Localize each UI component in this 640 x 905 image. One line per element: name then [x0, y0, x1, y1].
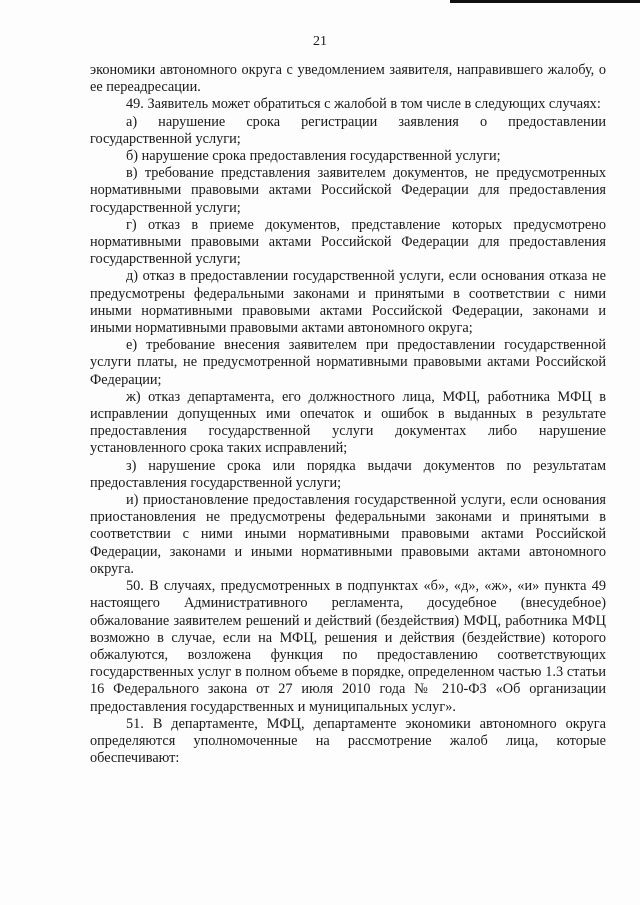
scan-edge-mark	[450, 0, 640, 3]
list-item-b: б) нарушение срока предоставления государственной услуги;	[126, 148, 501, 165]
list-item-d: д) отказ в предоставлении государственной услуги, если основания отказа не предусмотрены федеральными законами и принятыми в соответствии с ними иными нормативными правовыми актами Российской Федерации, законами и иными нормативными правовыми актами автономного округа;	[90, 268, 606, 337]
paragraph-continuation: экономики автономного округа с уведомлением заявителя, направившего жалобу, о ее переадресации.	[90, 62, 606, 96]
page-number: 21	[313, 34, 327, 49]
list-item-zh: ж) отказ департамента, его должностного лица, МФЦ, работника МФЦ в исправлении допущенных ими опечаток и ошибок в выданных в результате предоставления государственной услуги документах либо нарушение установленного срока таких исправлений;	[90, 388, 606, 457]
list-item-e: е) требование внесения заявителем при предоставлении государственной услуги платы, не предусмотренной нормативными правовыми актами Российской Федерации;	[90, 337, 606, 388]
list-item-a: а) нарушение срока регистрации заявления о предоставлении государственной услуги;	[90, 113, 606, 147]
paragraph-49: 49. Заявитель может обратиться с жалобой в том числе в следующих случаях:	[126, 96, 601, 113]
list-item-g: г) отказ в приеме документов, представление которых предусмотрено нормативными правовыми актами Российской Федерации для предоставления государственной услуги;	[90, 216, 606, 268]
document-body	[90, 62, 606, 767]
paragraph-50: 50. В случаях, предусмотренных в подпунктах «б», «д», «ж», «и» пункта 49 настоящего Административного регламента, досудебное (внесудебное) обжалование заявителем решений и действий (бездействия) МФЦ, работника МФЦ возможно в случае, если на МФЦ, решения и действия (бездействие) которого обжалуются, возложена функция по предоставлению соответствующих государственных услуг в полном объеме в порядке, определенном частью 1.3 статьи 16 Федерального закона от 27 июля 2010 года № 210-ФЗ «Об организации предоставления государственных и муниципальных услуг».	[90, 578, 606, 715]
list-item-z: з) нарушение срока или порядка выдачи документов по результатам предоставления государственной услуги;	[90, 457, 606, 491]
list-item-i: и) приостановление предоставления государственной услуги, если основания приостановления не предусмотрены федеральными законами и принятыми в соответствии с ними иными нормативными правовыми актами Российской Федерации, законами и иными нормативными правовыми актами автономного округа.	[90, 492, 606, 577]
list-item-v: в) требование представления заявителем документов, не предусмотренных нормативными правовыми актами Российской Федерации для предоставления государственной услуги;	[90, 165, 606, 216]
paragraph-51: 51. В департаменте, МФЦ, департаменте экономики автономного округа определяются уполномоченные на рассмотрение жалоб лица, которые обеспечивают:	[90, 715, 606, 767]
